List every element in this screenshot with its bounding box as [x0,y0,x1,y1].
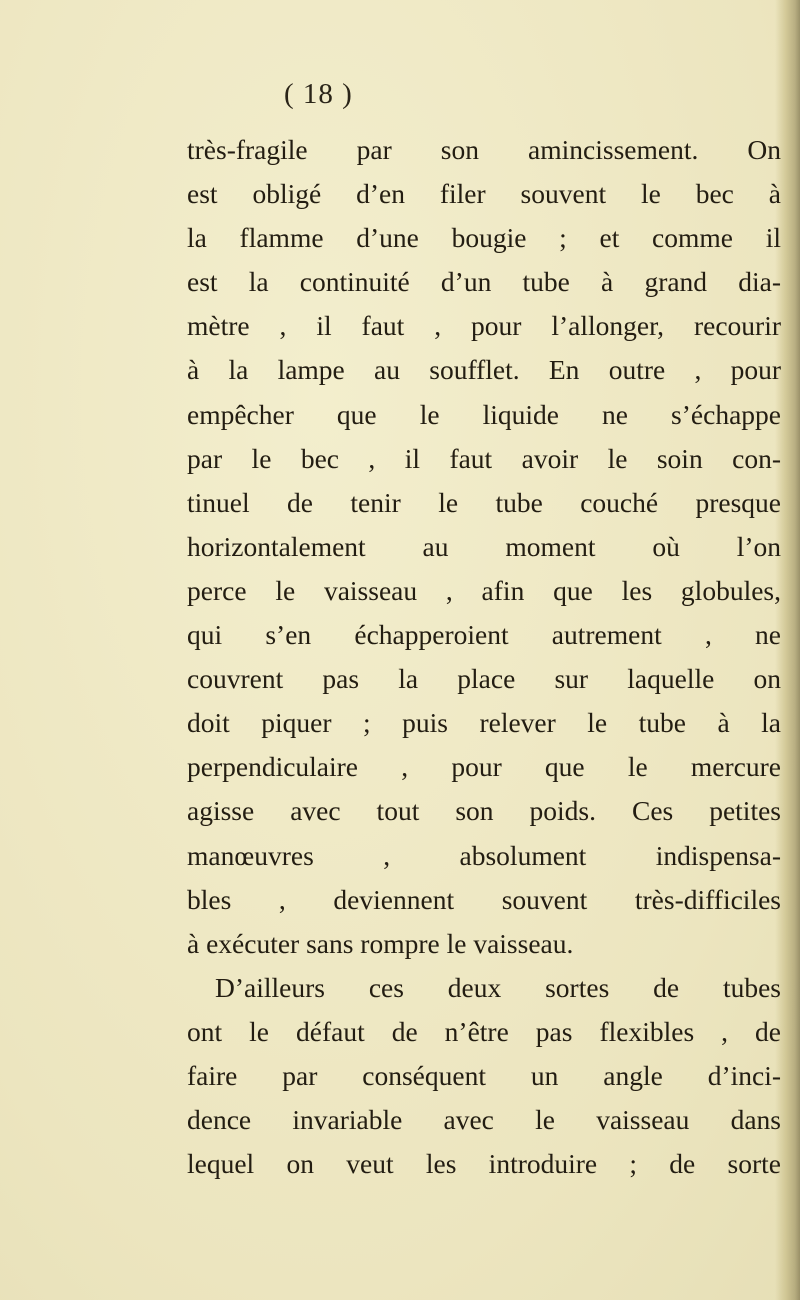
paragraph-1 [187,128,781,966]
text-line: horizontalement au moment où l’on [187,530,781,562]
text-line: à la lampe au soufflet. En outre , pour [187,354,781,386]
text-line: qui s’en échapperoient autrement , ne [187,619,781,651]
text-line: bles , deviennent souvent très-difficiles [187,883,781,915]
text-line: faire par conséquent un angle d’inci- [187,1059,781,1091]
text-line: dence invariable avec le vaisseau dans [187,1104,781,1136]
text-line: mètre , il faut , pour l’allonger, recourir [187,310,781,342]
paragraph-2 [187,966,781,1186]
text-line: perpendiculaire , pour que le mercure [187,751,781,783]
text-line: la flamme d’une bougie ; et comme il [187,222,781,254]
page-number: ( 18 ) [284,78,353,110]
text-line: très-fragile par son amincissement. On [187,134,781,165]
text-line: doit piquer ; puis relever le tube à la [187,707,781,739]
text-line: D’ailleurs ces deux sortes de tubes [215,971,781,1003]
text-line: tinuel de tenir le tube couché presque [187,486,781,518]
body-text [187,128,781,1186]
text-line: est la continuité d’un tube à grand dia- [187,266,781,298]
text-line: couvrent pas la place sur laquelle on [187,663,781,695]
text-line: lequel on veut les introduire ; de sorte [187,1148,781,1180]
text-line: agisse avec tout son poids. Ces petites [187,795,781,827]
text-line: par le bec , il faut avoir le soin con- [187,442,781,474]
text-line: perce le vaisseau , afin que les globules, [187,574,781,606]
text-line: est obligé d’en filer souvent le bec à [187,178,781,210]
text-line: à exécuter sans rompre le vaisseau. [187,927,574,959]
text-line: ont le défaut de n’être pas flexibles , de [187,1015,781,1047]
text-line: manœuvres , absolument indispensa- [187,839,781,871]
text-line: empêcher que le liquide ne s’échappe [187,398,781,430]
